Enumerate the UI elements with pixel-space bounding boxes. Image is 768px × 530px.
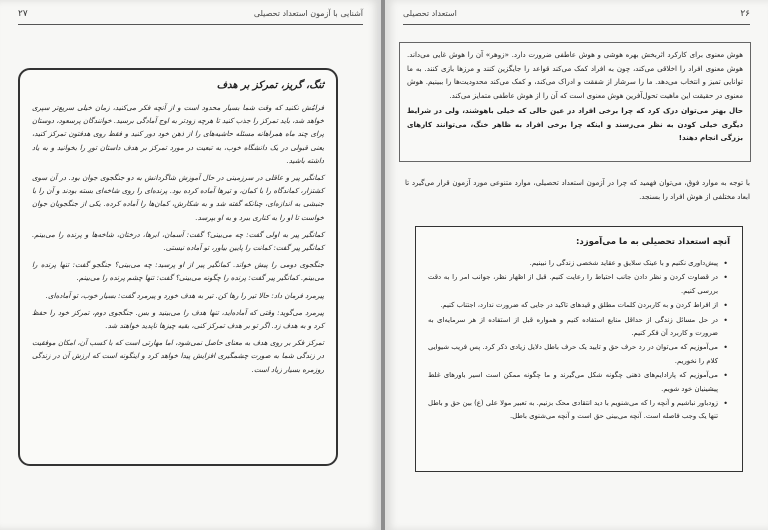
right-page-number: ۲۶ bbox=[740, 9, 750, 19]
lessons-box bbox=[415, 226, 743, 472]
focus-story-title: ثنگ، گریز، تمرکز بر هدف bbox=[216, 80, 324, 91]
right-page bbox=[385, 0, 768, 530]
lesson-item: • زودباور نباشیم و آنچه را که می‌شنویم با دید انتقادی محک بزنیم. به تعبیر مولا علی (ع) بین حق و باطل تنها یک وجب فاصله است. آنچه می‌بینی حق است و آنچه می‌شنوی باطل. bbox=[428, 397, 718, 424]
lesson-item: • پیش‌داوری نکنیم و با عینک سلایق و عقاید شخصی زندگی را نبینیم. bbox=[428, 257, 718, 270]
story-paragraph: پیرمرد می‌گوید: وقتی که آماده‌اید، تنها هدف را می‌بینید و بس. جنگجوی دوم، تمرکز خود را حفظ کرد و به هدف زد. اگر تو بر هدف تمرکز کنی، بقیه چیزها ناپدید خواهند شد. bbox=[32, 307, 324, 331]
story-paragraph: پیرمرد فرمان داد: حالا تیر را رها کن. تیر به هدف خورد و پیرمرد گفت: بسیار خوب، تو آماده‌ای. bbox=[45, 290, 324, 300]
lesson-item: • از افراط کردن و به کاربردن کلمات مطلق و قیدهای تاکید در جایی که ضرورت ندارد، اجتناب کنیم. bbox=[428, 299, 718, 312]
left-page-header bbox=[18, 8, 363, 25]
spiritual-intelligence-text: هوش معنوی برای کارکرد اثربخش بهره هوشی و هوش عاطفی ضرورت دارد. «زوهر» آن را هوش غایی می‌داند. هوش معنوی افراد را اخلاقی می‌کند، چون به افراد کمک می‌کند قواعد را جایگزین کنند و مرزها بازی کنند. به ما توانایی تمیز و انتخاب می‌دهد. ما را سرشار از شفقت و ادراک می‌کند، و کمک می‌کند محدودیت‌ها را ببینیم. هوش معنوی در حقیقت این ماهیت تحول‌آفرین هوش معنوی است که آن را از هوش عاطفی متمایز می‌کند. bbox=[407, 50, 743, 100]
middle-paragraph: با توجه به موارد فوق، می‌توان فهمید که چرا در آزمون استعداد تحصیلی، موارد متنوعی مورد آزمون قرار می‌گیرد تا ابعاد مختلفی از هوش افراد را بسنجد. bbox=[405, 178, 750, 201]
left-page-number: ۲۷ bbox=[18, 9, 28, 19]
left-page bbox=[0, 0, 381, 530]
story-paragraph: جنگجوی دومی را پیش خواند. کمانگیر پیر از او پرسید: چه می‌بینی؟ جنگجو گفت: تنها پرنده را می‌بینم. کمانگیر پیر گفت: پرنده را چگونه می‌بینی؟ گفت: تنها چشم پرنده را می‌بینم. bbox=[32, 260, 324, 283]
right-running-title: استعداد تحصیلی bbox=[403, 9, 457, 18]
lessons-title: آنچه استعداد تحصیلی به ما می‌آموزد: bbox=[576, 237, 730, 247]
story-paragraph: کمانگیر پیر و عاقلی در سرزمینی در حال آموزش شاگردانش به دو جنگجوی جوان بود. در آن سوی کشتزار، کماندگاه را با کمان، و تیرها آماده کرده بود. پرنده‌ای را روی شاخه‌ای بسته بودند و آن را با جنبشی به اندازه‌ای، چنانکه گفته شد و به شکارش، کمان‌ها را آماده کرده. یکی از جنگجویان جوان خواست تا او را به کناری ببرد و به او بپرسد. bbox=[32, 173, 324, 222]
lessons-list bbox=[428, 257, 730, 424]
lesson-item: • در حل مسائل زندگی از حداقل منابع استفاده کنیم و همواره قبل از استفاده از هر سرمایه‌ای به ضرورت و کاربرد آن فکر کنیم. bbox=[428, 314, 718, 341]
right-page-header bbox=[403, 8, 750, 25]
lesson-item: • می‌آموزیم که می‌توان در رد حرف حق و تایید یک حرف باطل دلایل زیادی ذکر کرد. پس فریب شیوایی کلام را نخوریم. bbox=[428, 341, 718, 368]
lesson-item: • در قضاوت کردن و نظر دادن جانب احتیاط را رعایت کنیم. قبل از اظهار نظر، جوانب امر را به دقت بررسی کنیم. bbox=[428, 271, 718, 298]
spiritual-intelligence-bold-text: حال بهتر می‌توان درک کرد که چرا برخی افراد در عین حالی که خیلی باهوشند، ولی در شرایط دیگری خیلی کودن به نظر می‌رسند و اینکه چرا برخی افراد به ظاهر خنگ، می‌توانند کارهای بزرگی انجام دهند! bbox=[407, 106, 743, 142]
spiritual-intelligence-box bbox=[399, 42, 751, 162]
story-paragraph: فرامُش نکنید که وقت شما بسیار محدود است و از آنچه فکر می‌کنید، زمان خیلی سریع‌تر سپری خواهد شد، باید تمرکز را جذب کنید تا هرچه زودتر به اوج آمادگی برسید. خوانندگان پرسعود، دوستان پرای چند ماه همراهانه مسئله حاشیه‌های را از ذهن خود دور کنید و فقط روی هدفتون تمرکز کنید، یعنی قبولی در یک دانشگاه خوب، به تبعیت در مورد تمرکز بر هدف داستان تورِ را بخوانید و به یاد داشته باشید. bbox=[32, 103, 324, 165]
story-paragraph: تمرکز فکر بر روی هدف به معنای حاصل نمی‌شود، اما مهارتی است که با کسب آن، امکان موفقیت در زندگی شما به صورت چشمگیری افزایش پیدا خواهد کرد و اینگونه است که ارزش آن در زندگی روزمره بسیار زیاد است. bbox=[32, 338, 324, 374]
focus-story-box bbox=[18, 68, 338, 466]
lesson-item: • می‌آموزیم که پارادایم‌های ذهنی چگونه شکل می‌گیرند و ما چگونه ممکن است اسیر باورهای غلط پیشینیان خود شویم. bbox=[428, 369, 718, 396]
left-running-title: آشنایی با آزمون استعداد تحصیلی bbox=[253, 9, 363, 18]
story-paragraph: کمانگیر پیر به اولی گفت: چه می‌بینی؟ گفت: آسمان، ابرها، درختان، شاخه‌ها و پرنده را می‌بینم. کمانگیر پیر گفت: کمانت را پایین بیاور، تو آماده نیستی. bbox=[32, 229, 324, 253]
